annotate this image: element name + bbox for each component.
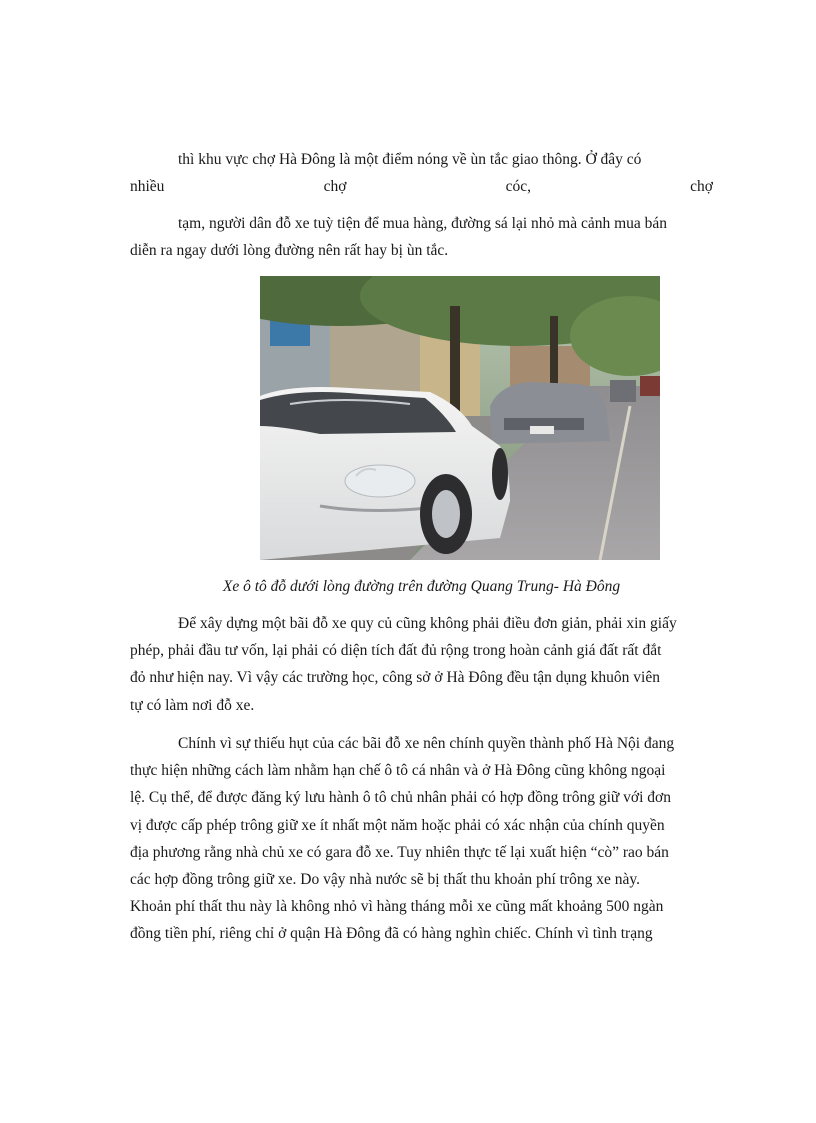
paragraph-2-line-2: phép, phải đầu tư vốn, lại phải có diện tích đất đủ rộng trong hoàn cảnh giá đất rất đắt <box>130 642 662 660</box>
word-cho-2: chợ <box>690 178 713 196</box>
word-cho-1: chợ <box>323 178 347 196</box>
paragraph-3-line-1: Chính vì sự thiếu hụt của các bãi đỗ xe nên chính quyền thành phố Hà Nội đang <box>178 735 675 752</box>
paragraph-1-line-2 <box>130 173 713 200</box>
paragraph-3-line-6: các hợp đồng trông giữ xe. Do vậy nhà nước sẽ bị thất thu khoản phí trông xe này. <box>130 871 640 889</box>
paragraph-3-line-7: Khoản phí thất thu này là không nhỏ vì hàng tháng mỗi xe cũng mất khoảng 500 ngàn <box>130 898 664 916</box>
paragraph-2 <box>130 610 713 719</box>
paragraph-3-line-2: thực hiện những cách làm nhằm hạn chế ô tô cá nhân và ở Hà Đông cũng không ngoại <box>130 762 666 780</box>
parked-cars-photo <box>260 276 660 560</box>
paragraph-1 <box>130 146 713 200</box>
paragraph-3-line-8: đồng tiền phí, riêng chỉ ở quận Hà Đông đã có hàng nghìn chiếc. Chính vì tình trạng <box>130 925 653 943</box>
paragraph-2-line-3: đỏ như hiện nay. Vì vậy các trường học, công sở ở Hà Đông đều tận dụng khuôn viên <box>130 669 660 687</box>
paragraph-3-line-4: vị được cấp phép trông giữ xe ít nhất một năm hoặc phải có xác nhận của chính quyền <box>130 816 665 834</box>
street-photo <box>260 276 660 560</box>
paragraph-2-line-4: tự có làm nơi đỗ xe. <box>130 696 255 714</box>
paragraph-3-line-5: địa phương rằng nhà chủ xe có gara đỗ xe. Tuy nhiên thực tế lại xuất hiện “cò” rao bán <box>130 843 669 861</box>
paragraph-3 <box>130 730 713 948</box>
paragraph-1-cont <box>130 210 713 264</box>
word-coc: cóc, <box>505 178 531 196</box>
paragraph-3-line-3: lệ. Cụ thể, để được đăng ký lưu hành ô tô chủ nhân phải có hợp đồng trông giữ với đơn <box>130 789 671 807</box>
paragraph-1-line-4: diễn ra ngay dưới lòng đường nên rất hay bị ùn tắc. <box>130 242 449 260</box>
figure-caption: Xe ô tô đỗ dưới lòng đường trên đường Quang Trung- Hà Đông <box>222 578 621 595</box>
word-nhieu: nhiều <box>130 178 165 196</box>
paragraph-1-line-3: tạm, người dân đỗ xe tuỳ tiện để mua hàng, đường sá lại nhỏ mà cảnh mua bán <box>178 215 668 232</box>
paragraph-1-line-1: thì khu vực chợ Hà Đông là một điểm nóng về ùn tắc giao thông. Ở đây có <box>178 151 642 168</box>
paragraph-2-line-1: Để xây dựng một bãi đỗ xe quy củ cũng không phải điều đơn giản, phải xin giấy <box>178 615 677 632</box>
